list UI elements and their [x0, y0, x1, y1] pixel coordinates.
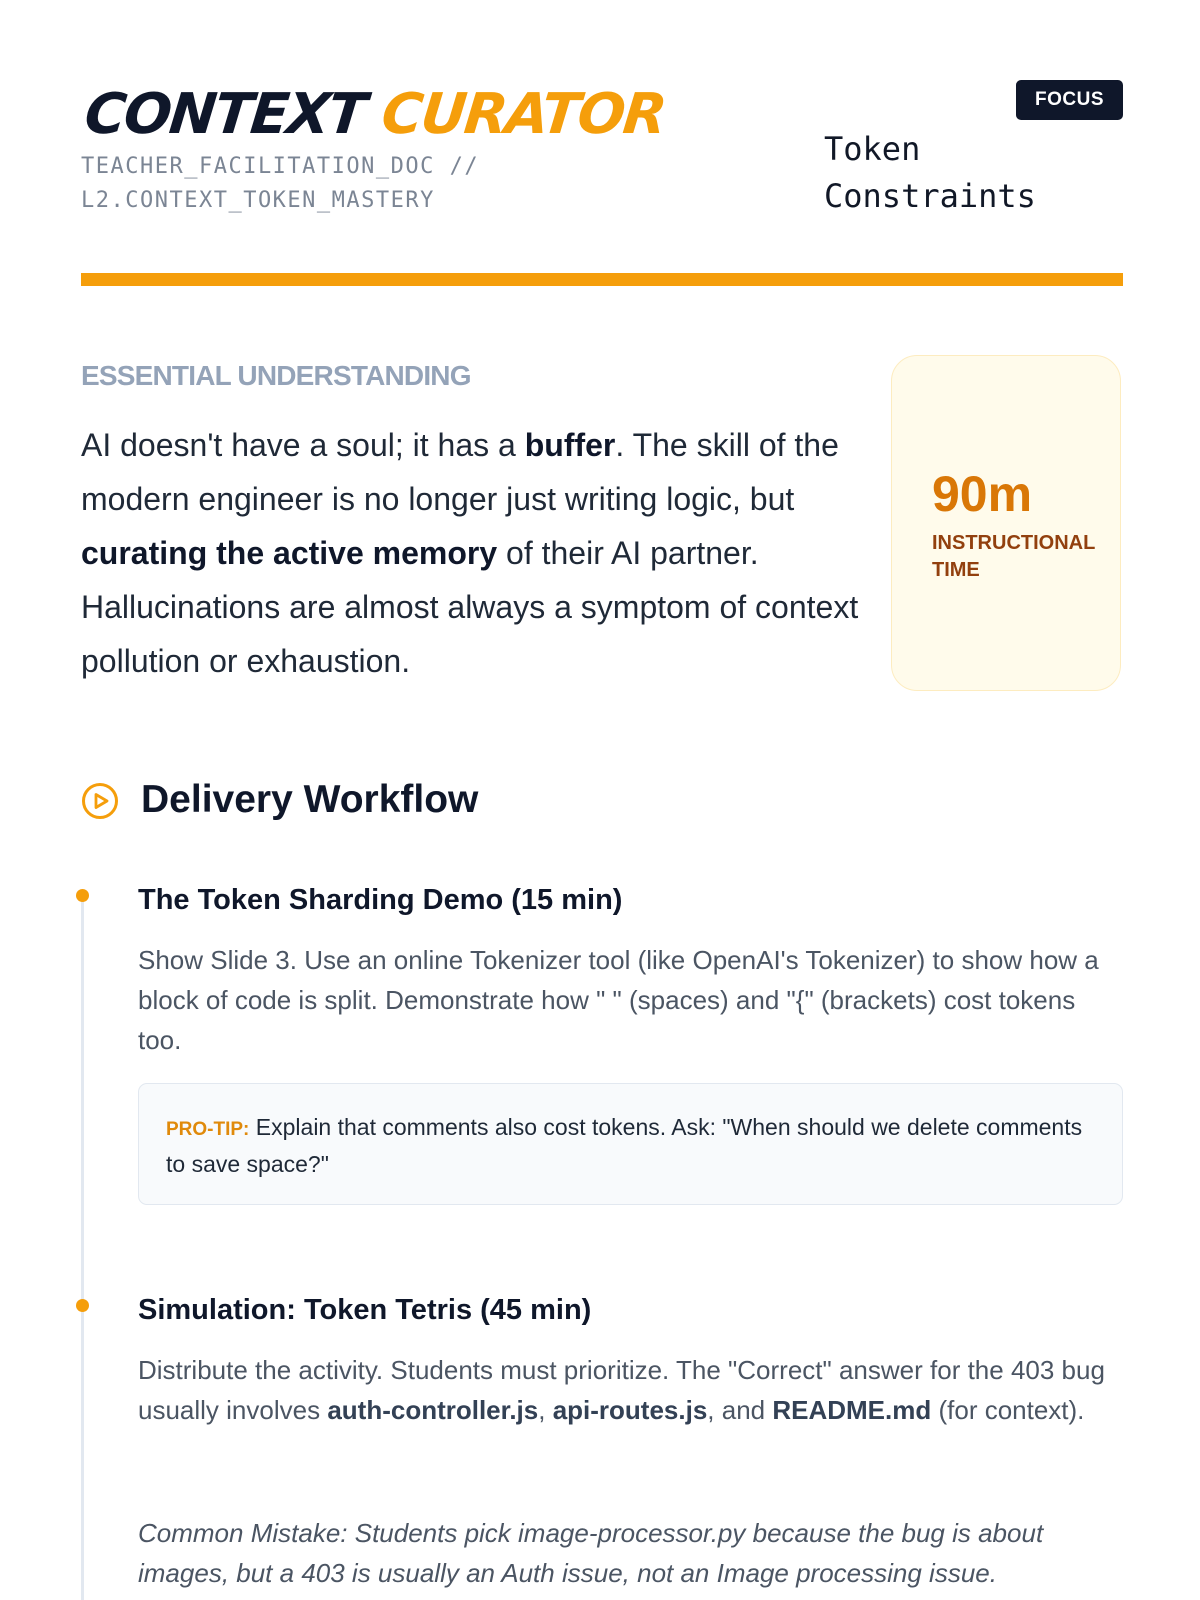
eu-text-part: . The skill of the modern engineer is no longer just writing logic, but [81, 427, 839, 517]
timeline-dot [76, 889, 89, 902]
facilitation-doc [81, 0, 1123, 1588]
brand-logo [81, 80, 668, 150]
doc-code-line-2: L2.CONTEXT_TOKEN_MASTERY [81, 188, 435, 213]
file-name-api-routes: api-routes.js [552, 1395, 708, 1425]
file-name-auth-controller: auth-controller.js [327, 1395, 539, 1425]
common-mistake-note: Common Mistake: Students pick image-processor.py because the bug is about images, but a 403 is usually an Auth issue, not an Image processing issue. [138, 1518, 1044, 1588]
doc-header [81, 0, 1123, 290]
step-body: Show Slide 3. Use an online Tokenizer tool (like OpenAI's Tokenizer) to show how a block of code is split. Demonstrate how " " (spaces) and "{" (brackets) cost tokens too. [138, 945, 1099, 1055]
focus-badge: FOCUS [1016, 80, 1123, 120]
eu-emphasis-buffer: buffer [524, 427, 616, 463]
step-body-part: (for context). [931, 1395, 1085, 1425]
eu-text-part: of their AI partner. Hallucinations are almost always a symptom of context pollution or exhaustion. [81, 535, 859, 679]
brand-word-context: CONTEXT [81, 82, 368, 147]
time-label: INSTRUCTIONAL TIME [932, 532, 1095, 581]
doc-code [81, 150, 479, 218]
brand-word-curator: CURATOR [378, 82, 668, 147]
step-body-part: , [538, 1395, 553, 1425]
header-divider [81, 273, 1123, 286]
step-title: Simulation: Token Tetris (45 min) [138, 1294, 592, 1326]
timeline-line [81, 890, 84, 1600]
eu-text-part: AI doesn't have a soul; it has a [81, 427, 525, 463]
step-body [138, 1350, 1123, 1430]
file-name-readme: README.md [772, 1395, 932, 1425]
timeline-dot [76, 1299, 89, 1312]
step-body-part: , and [707, 1395, 773, 1425]
play-circle-icon [81, 782, 119, 820]
workflow-title: Delivery Workflow [141, 778, 479, 821]
pro-tip-text: Explain that comments also cost tokens. Ask: "When should we delete comments to save space?" [166, 1114, 1083, 1177]
instructional-time-card [891, 355, 1121, 691]
eu-emphasis-memory: curating the active memory [81, 535, 498, 571]
doc-code-line-1: TEACHER_FACILITATION_DOC // [81, 154, 480, 179]
topic-title: Token Constraints [824, 130, 1036, 215]
time-value: 90m [932, 466, 1033, 522]
pro-tip-label: PRO-TIP: [166, 1119, 250, 1140]
step-title: The Token Sharding Demo (15 min) [138, 884, 623, 916]
essential-understanding-label: ESSENTIAL UNDERSTANDING [81, 360, 471, 391]
pro-tip-box [138, 1083, 1123, 1205]
step-body-part: Distribute the activity. Students must prioritize. The "Correct" answer for the 403 bug usually involves [138, 1355, 1105, 1425]
essential-understanding-text [81, 418, 861, 688]
